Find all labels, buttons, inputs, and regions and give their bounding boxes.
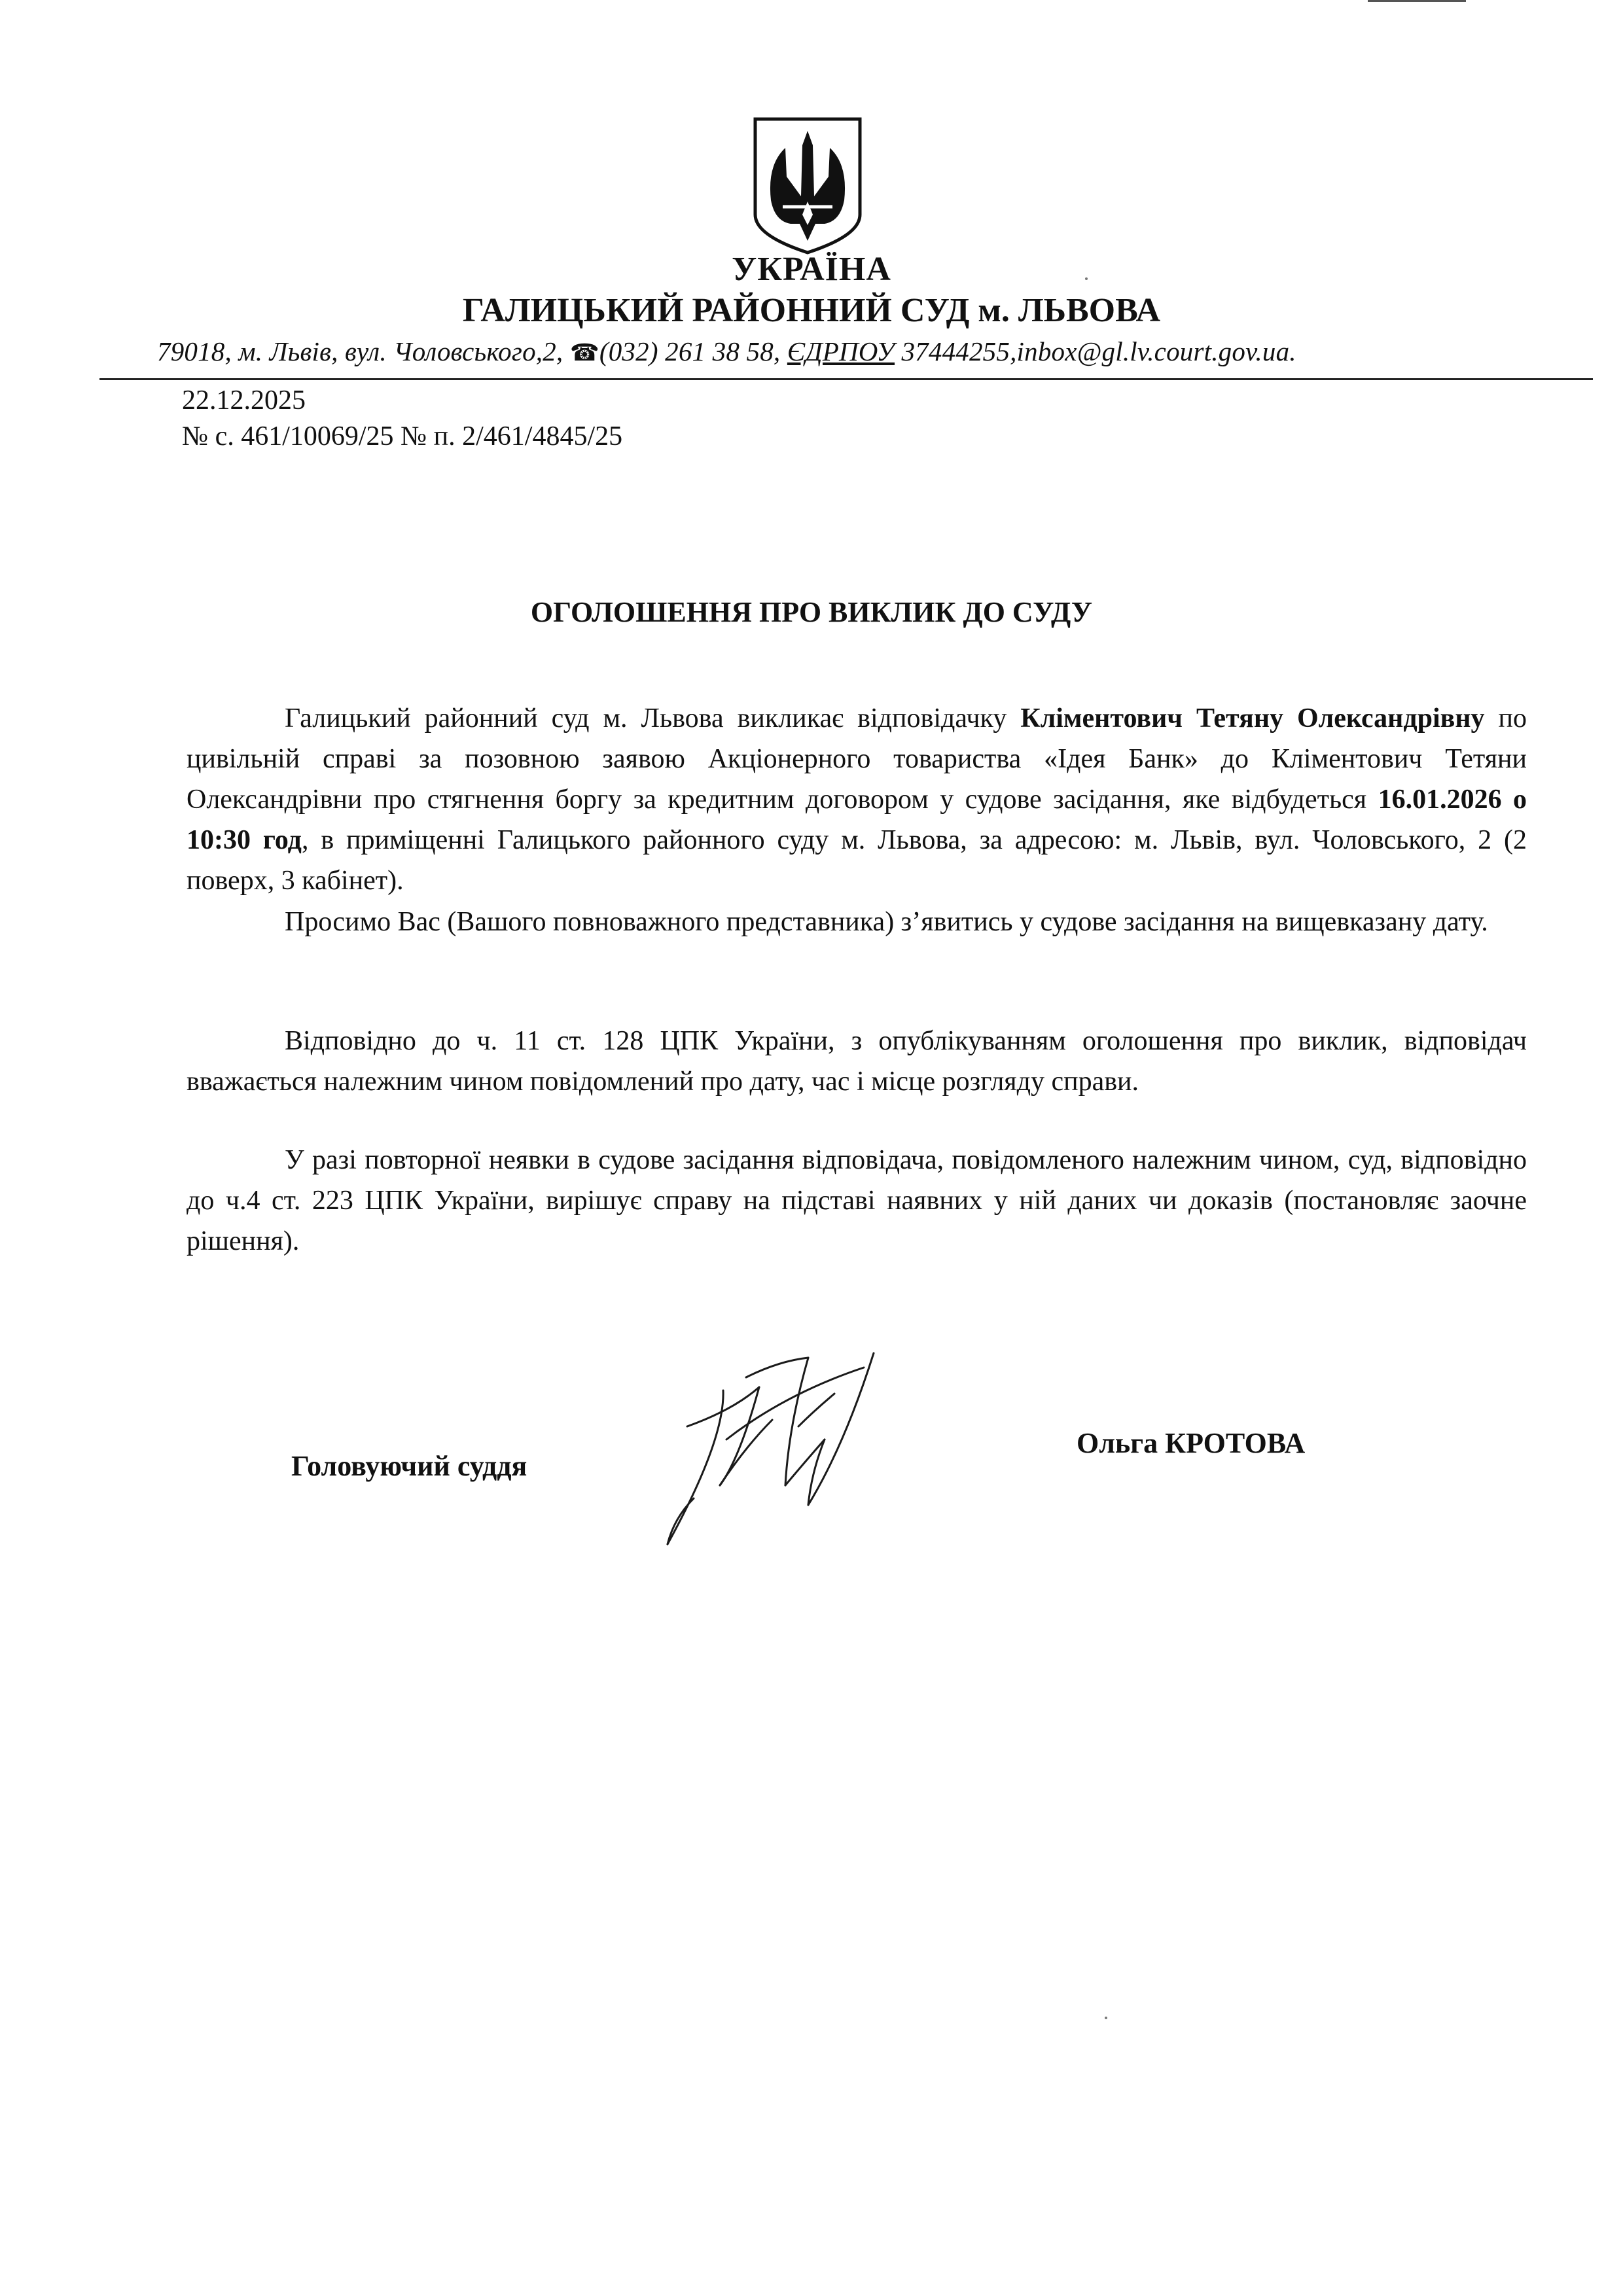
scan-edge-mark <box>1368 0 1466 2</box>
court-contacts <box>157 336 1564 367</box>
defendant-name: Кліментович Тетяну Олександрівну <box>1020 703 1485 733</box>
document-date: 22.12.2025 <box>182 385 306 415</box>
court-address: 79018, м. Львів, вул. Чоловського,2, <box>157 336 570 366</box>
edrpou-label: ЄДРПОУ <box>787 336 895 366</box>
phone-icon: ☎ <box>569 340 599 366</box>
hearing-datetime: 16.01.2026 о 10:30 год <box>187 785 1527 855</box>
case-numbers: № с. 461/10069/25 № п. 2/461/4845/25 <box>182 421 623 451</box>
default-judgment-paragraph: У разі повторної неявки в судове засідання відповідача, повідомленого належним чином, суд, відповідно до ч.4 ст. 223 ЦПК України, вирішує справу на підставі наявних у ній даних чи доказів (постановляє заочне рішення). <box>187 1145 1527 1256</box>
country-title: УКРАЇНА <box>732 251 891 288</box>
paragraph-text: Галицький районний суд м. Львова викликає відповідачку <box>285 703 1021 733</box>
appearance-request-paragraph: Просимо Вас (Вашого повноважного представника) з’явитись у судове засідання на вищевказану дату. <box>285 907 1488 937</box>
paragraph-text: по цивільній справі за позовною заявою Акціонерного товариства «Ідея Банк» до Кліментович Тетяни Олександрівни про стягнення боргу за кредитним договором у судове засідання, яке відбудеться <box>187 703 1527 815</box>
notice-paragraph: Відповідно до ч. 11 ст. 128 ЦПК України, з опублікуванням оголошення про виклик, відповідач вважається належним чином повідомлений про дату, час і місце розгляду справи. <box>187 1026 1527 1097</box>
signer-role: Головуючий суддя <box>291 1450 527 1482</box>
judge-name: Ольга КРОТОВА <box>1077 1427 1306 1459</box>
court-phone: (032) 261 38 58, <box>599 336 787 366</box>
paragraph-text: , в приміщенні Галицького районного суду м. Львова, за адресою: м. Львів, вул. Чоловського, 2 (2 поверх, 3 кабінет). <box>187 825 1527 896</box>
header-divider <box>99 378 1593 380</box>
summons-paragraph <box>187 698 1527 901</box>
scan-speck <box>1105 2017 1107 2019</box>
handwritten-signature <box>648 1348 949 1557</box>
coat-of-arms-icon <box>751 116 864 255</box>
scan-speck <box>1085 277 1088 280</box>
court-name: ГАЛИЦЬКИЙ РАЙОННИЙ СУД м. ЛЬВОВА <box>462 292 1161 329</box>
document-title: ОГОЛОШЕННЯ ПРО ВИКЛИК ДО СУДУ <box>530 596 1093 628</box>
edrpou-and-email: 37444255,inbox@gl.lv.court.gov.ua. <box>895 336 1296 366</box>
